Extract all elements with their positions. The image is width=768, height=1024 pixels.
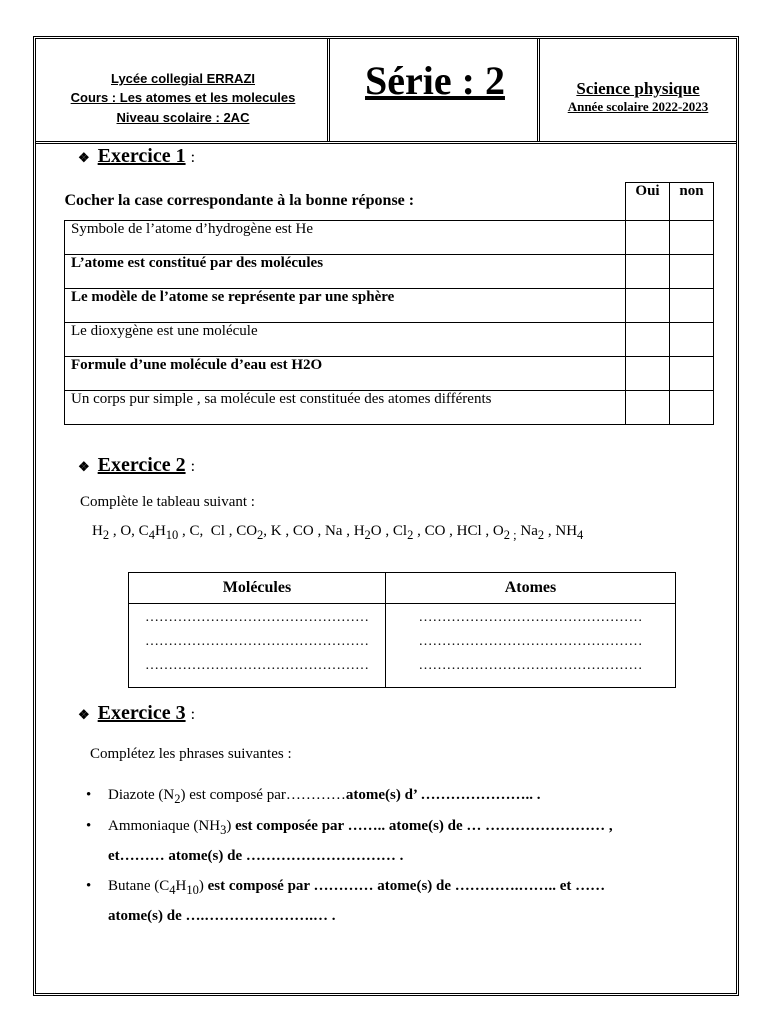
school-info (36, 39, 330, 141)
ex1-title: ❖ Exercice 1 : (78, 145, 196, 167)
diamond-bullet-icon: ❖ (78, 150, 90, 165)
checkbox-oui[interactable] (626, 289, 670, 323)
school-name: Lycée collegial ERRAZI (110, 71, 255, 86)
ex2-title: ❖ Exercice 2 : (78, 454, 196, 476)
diamond-bullet-icon: ❖ (78, 707, 90, 722)
col-oui: Oui (626, 183, 670, 221)
ex1-row (65, 357, 714, 391)
ex1-row (65, 391, 714, 425)
sentence-3: Butane $(C_4H_{10})$ est composé par ………… atome(s) de ………….…….. et …… (108, 878, 606, 897)
ex1-table (64, 182, 714, 425)
checkbox-non[interactable] (670, 391, 714, 425)
statement: Le dioxygène est une molécule (65, 323, 626, 357)
header (36, 39, 736, 144)
bullet-icon: • (86, 818, 92, 834)
checkbox-non[interactable] (670, 357, 714, 391)
ex1-row (65, 289, 714, 323)
statement: Le modèle de l’atome se représente par une sphère (65, 289, 626, 323)
checkbox-oui[interactable] (626, 255, 670, 289)
ex1-instruction: Cocher la case correspondante à la bonne réponse : (64, 192, 415, 210)
statement: L’atome est constitué par des molécules (65, 255, 626, 289)
serie-title: Série : 2 (365, 58, 505, 103)
checkbox-non[interactable] (670, 221, 714, 255)
statement: Un corps pur simple , sa molécule est constituée des atomes différents (65, 391, 626, 425)
checkbox-non[interactable] (670, 289, 714, 323)
school-year: Année scolaire 2022-2023 (567, 99, 709, 114)
sentence-1: Diazote $(N_2)$ est composé par…………atome(s) d’ ………………….. . (108, 787, 541, 806)
ex1-row (65, 221, 714, 255)
ex1-row (65, 323, 714, 357)
diamond-bullet-icon: ❖ (78, 459, 90, 474)
subject-box (540, 39, 736, 141)
checkbox-oui[interactable] (626, 391, 670, 425)
subject: Science physique (576, 79, 700, 98)
ex2-table (128, 572, 676, 688)
level: Niveau scolaire : 2AC (116, 110, 250, 125)
col-non: non (670, 183, 714, 221)
sentence-2: Ammoniaque $(NH_3)$ est composée par …….. atome(s) de … …………………… , (108, 818, 613, 837)
bullet-icon: • (86, 787, 92, 803)
course-title: Cours : Les atomes et les molecules (70, 90, 296, 105)
serie-box (330, 39, 540, 141)
atomes-answer-area[interactable]: ………………………………………… ………………………………………… ………………………………………… (386, 604, 676, 688)
checkbox-oui[interactable] (626, 323, 670, 357)
molecules-answer-area[interactable]: ………………………………………… ………………………………………… ………………………………………… (129, 604, 386, 688)
bullet-icon: • (86, 878, 92, 894)
checkbox-non[interactable] (670, 323, 714, 357)
statement: Symbole de l’atome d’hydrogène est He (65, 221, 626, 255)
ex3-title: ❖ Exercice 3 : (78, 702, 196, 724)
col-molecules: Molécules (129, 573, 386, 604)
statement: Formule d’une molécule d’eau est H2O (65, 357, 626, 391)
ex1-row (65, 255, 714, 289)
checkbox-oui[interactable] (626, 221, 670, 255)
ex2-instruction: Complète le tableau suivant : (80, 494, 255, 510)
checkbox-oui[interactable] (626, 357, 670, 391)
sentence-2-cont: et……… atome(s) de ………………………… . (108, 848, 404, 864)
checkbox-non[interactable] (670, 255, 714, 289)
col-atomes: Atomes (386, 573, 676, 604)
sentence-3-cont: atome(s) de ….………………….… . (108, 908, 336, 924)
formula-list: $H_2$ , O, $C_4H_{10}$ , C, Cl , $CO_2$, K , CO , Na , $H_2O$ , $Cl_2$ , CO , HCl , $O_2$ $_;$ $Na_2$ , $NH_4$ (92, 523, 584, 542)
ex3-instruction: Complétez les phrases suivantes : (90, 746, 292, 762)
